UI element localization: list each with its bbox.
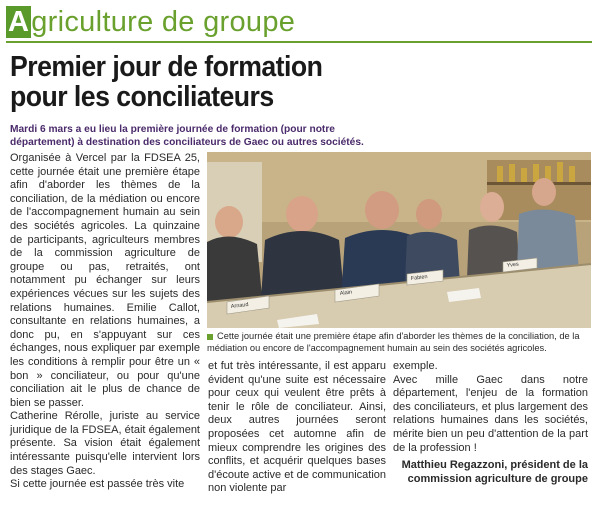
article-column-2 [208,360,386,496]
section-title-initial: A [8,6,30,38]
headline-line-1: Premier jour de formation [10,51,323,83]
headline-line-2: pour les conciliateurs [10,81,274,113]
name-card-text: Yves [506,261,520,269]
article-lead: Mardi 6 mars a eu lieu la première journée de formation (pour notre département) à destination des conciliateurs de Gaec ou autres sociétés. [10,124,364,148]
paragraph: Avec mille Gaec dans notre département, l'enjeu de la formation des conciliateurs, et plus largement des relations humaines dans les sociétés, mérite bien un peu d'attention de la part de la profession ! [393,373,588,454]
section-title-rest: griculture de groupe [31,6,296,38]
photo-caption-text: Cette journée était une première étape afin d'aborder les thèmes de la conciliation, de la médiation ou encore de l'accompagnement humain au sein des sociétés agricoles. [207,331,580,353]
section-header [6,5,592,43]
meeting-photo-illustration [207,152,591,328]
photo-caption [207,330,591,354]
article-column-1 [10,152,200,492]
paragraph: Si cette journée est passée très vite [10,478,185,491]
section-title [6,5,295,39]
section-divider [6,41,592,43]
caption-marker-icon [207,334,213,340]
article-headline [10,52,396,112]
paragraph: exemple. [393,360,438,372]
author-signature: Matthieu Regazzoni, président de la commission agriculture de groupe [401,459,588,485]
name-card-text: Fabien [410,273,428,282]
paragraph: Organisée à Vercel par la FDSEA 25, cette journée était une première étape afin d'aborder les thèmes de la conciliation, de la médiation ou encore de l'accompagnement humain au sein des sociétés agricoles. La quinzaine de participants, agriculteurs membres de la commission agriculture de groupe ou pas, retraités, ont notamment pu échanger sur leurs expériences vécues sur les sujets des relations humaines. Emilie Callot, consultante en relations humaines, a donc pu, en s'appuyant sur ces échanges, nous expliquer par exemple les conditions à remplir pour être un « bon » conciliateur, ou pour qu'une conciliation ait le plus de chance de bien se passer. [10,152,200,409]
article-photo [207,152,591,328]
article-column-3 [393,360,588,486]
name-card-text: Alain [339,289,353,297]
paragraph: et fut très intéressante, il est apparu évident qu'une suite est nécessaire pour ceux qui veulent être prêts à tenir le rôle de conciliateur. Ainsi, deux autres journées seront proposées cet automne afin de mieux comprendre les origines des conflits, et acquérir quelques bases d'écoute active et de communication non violente par [208,360,386,495]
paragraph: Catherine Rérolle, juriste au service juridique de la FDSEA, était également présente. Sa vision était également intéressante puisqu'elle intervient lors des stages Gaec. [10,410,200,477]
name-card-text: Arnaud [230,301,249,310]
